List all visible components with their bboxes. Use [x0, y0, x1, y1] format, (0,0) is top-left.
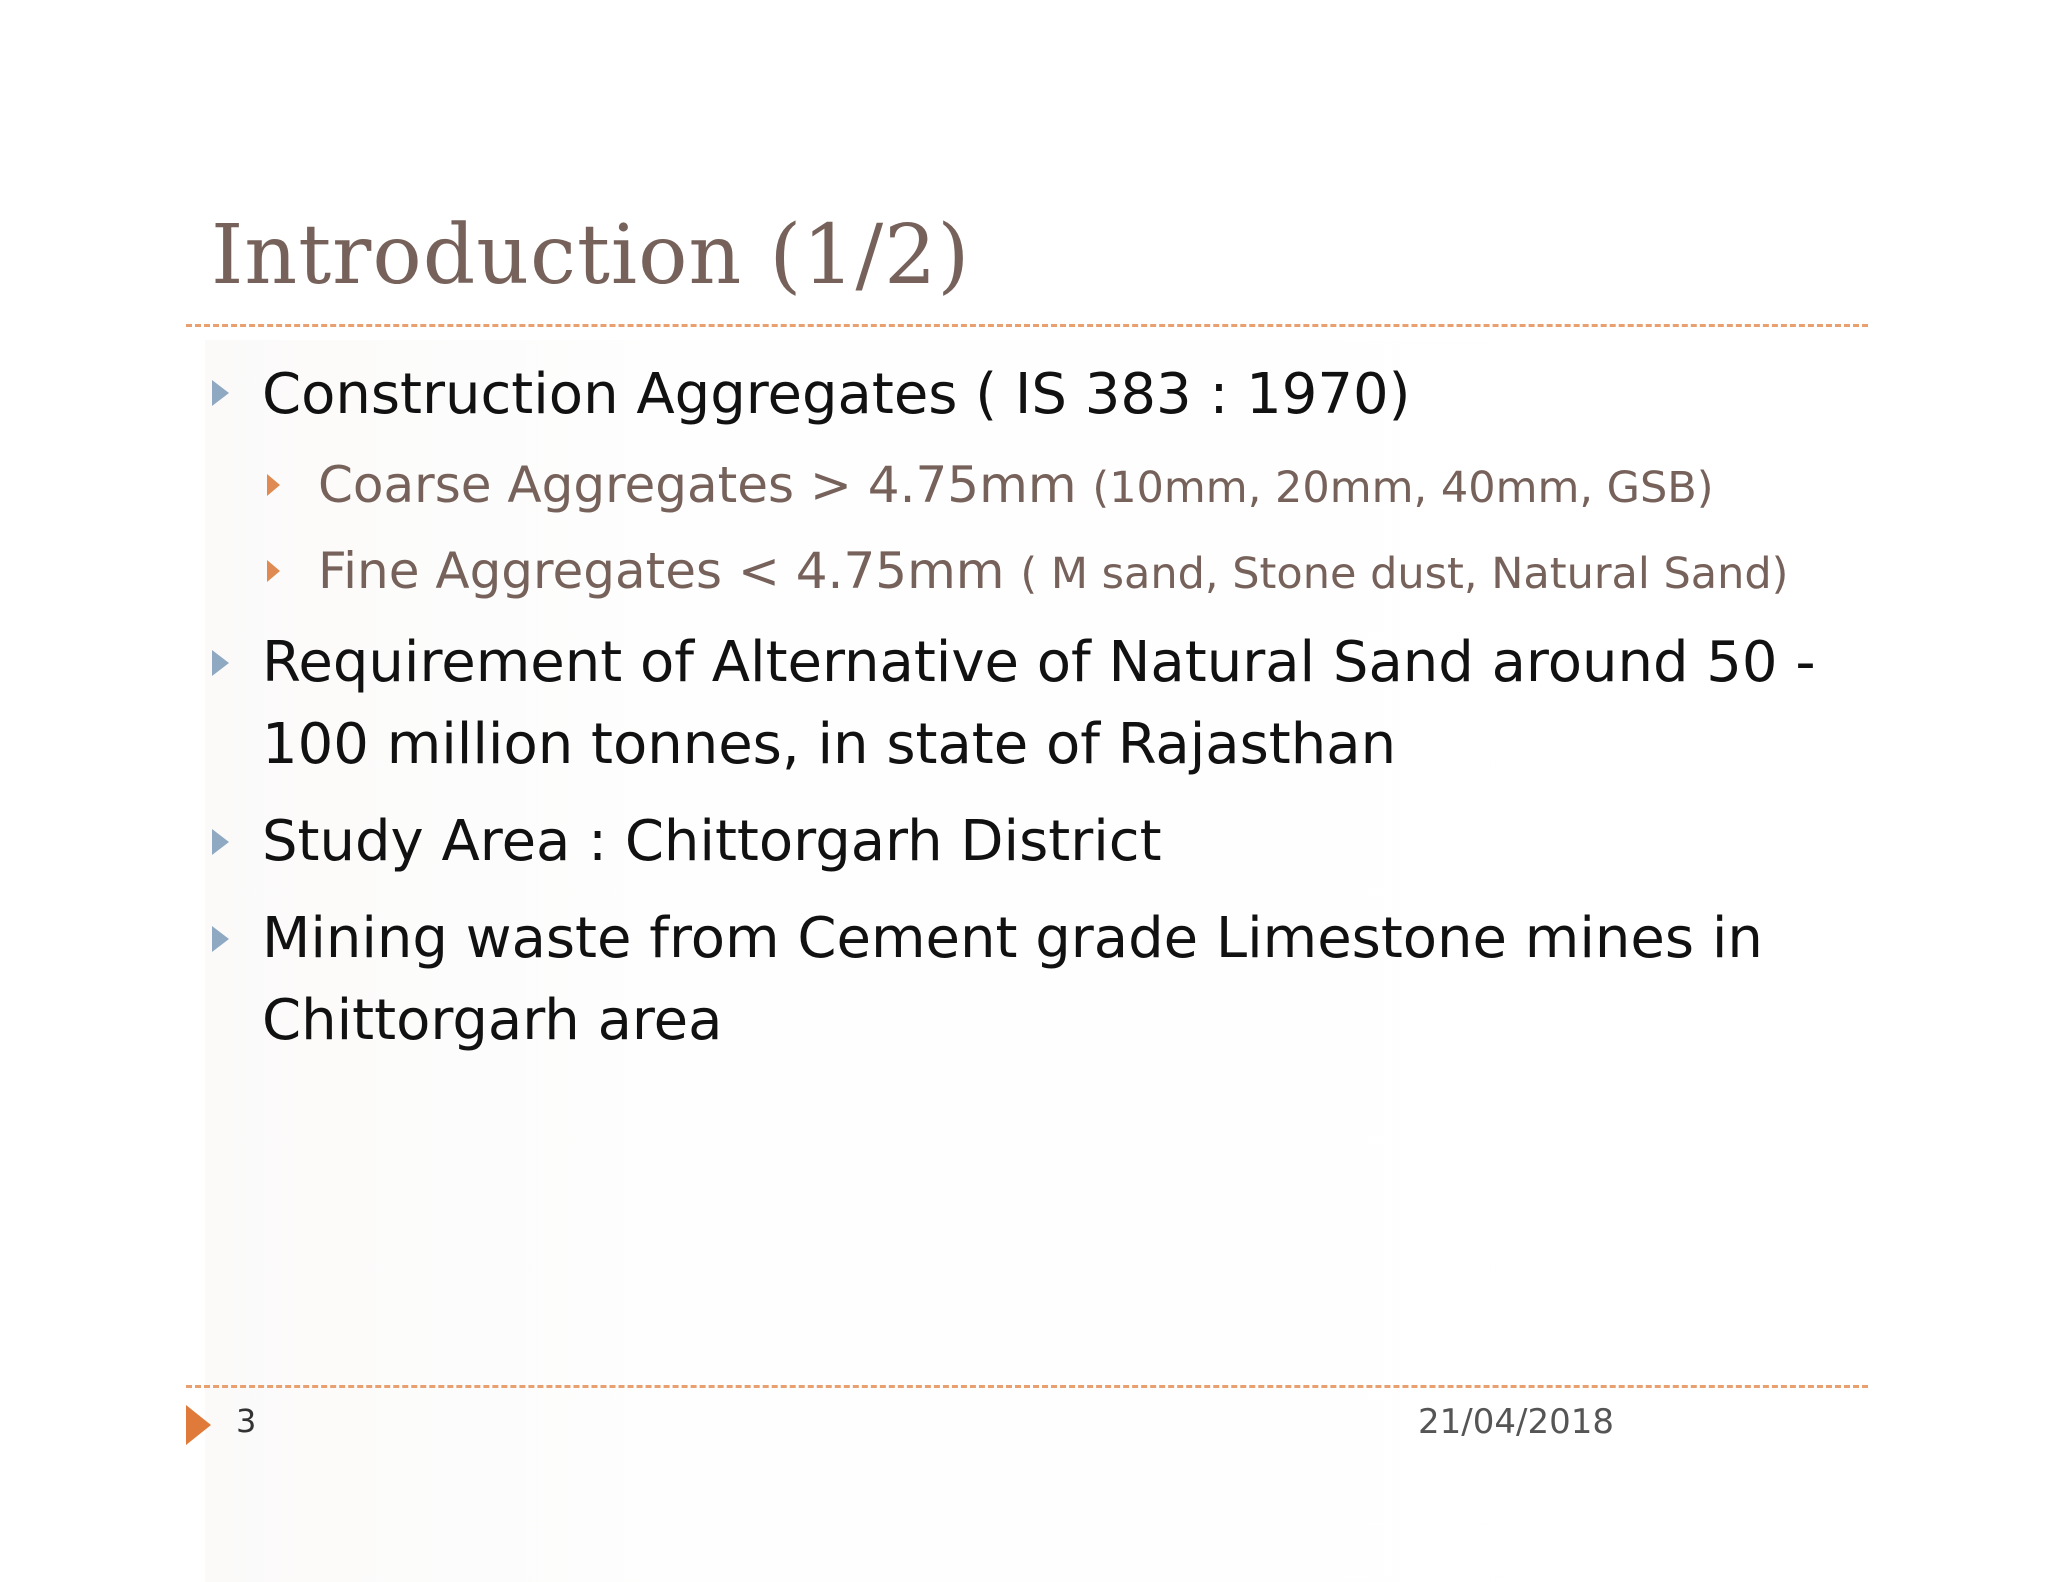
sub-bullet-coarse-aggregates [318, 452, 1714, 521]
sub-bullet-triangle-icon [267, 474, 280, 496]
bullet-construction-aggregates: Construction Aggregates ( IS 383 : 1970) [262, 362, 1411, 427]
fine-aggregates-text: Fine Aggregates < 4.75mm [318, 542, 1021, 600]
bullet-triangle-icon [212, 926, 229, 952]
sub-bullet-triangle-icon [267, 560, 280, 582]
bullet-triangle-icon [212, 650, 229, 676]
footer-divider [186, 1385, 1868, 1388]
requirement-line-2: 100 million tonnes, in state of Rajasthan [262, 712, 1397, 777]
fine-aggregates-detail: ( M sand, Stone dust, Natural Sand) [1020, 549, 1789, 599]
coarse-aggregates-detail: (10mm, 20mm, 40mm, GSB) [1092, 463, 1714, 513]
slide-title: Introduction (1/2) [211, 208, 971, 303]
title-divider [186, 324, 1868, 327]
bullet-mining-waste [262, 898, 1763, 1062]
sub-bullet-fine-aggregates [318, 538, 1788, 607]
bullet-triangle-icon [212, 829, 229, 855]
footer-arrow-icon [186, 1405, 211, 1445]
mining-waste-line-2: Chittorgarh area [262, 988, 723, 1053]
footer-date: 21/04/2018 [1418, 1402, 1614, 1442]
mining-waste-line-1: Mining waste from Cement grade Limestone mines in [262, 906, 1763, 971]
requirement-line-1: Requirement of Alternative of Natural Sand around 50 - [262, 630, 1816, 695]
page-number: 3 [236, 1402, 257, 1440]
bullet-requirement [262, 622, 1816, 786]
bullet-triangle-icon [212, 380, 229, 406]
coarse-aggregates-text: Coarse Aggregates > 4.75mm [318, 456, 1093, 514]
bullet-study-area: Study Area : Chittorgarh District [262, 809, 1162, 874]
